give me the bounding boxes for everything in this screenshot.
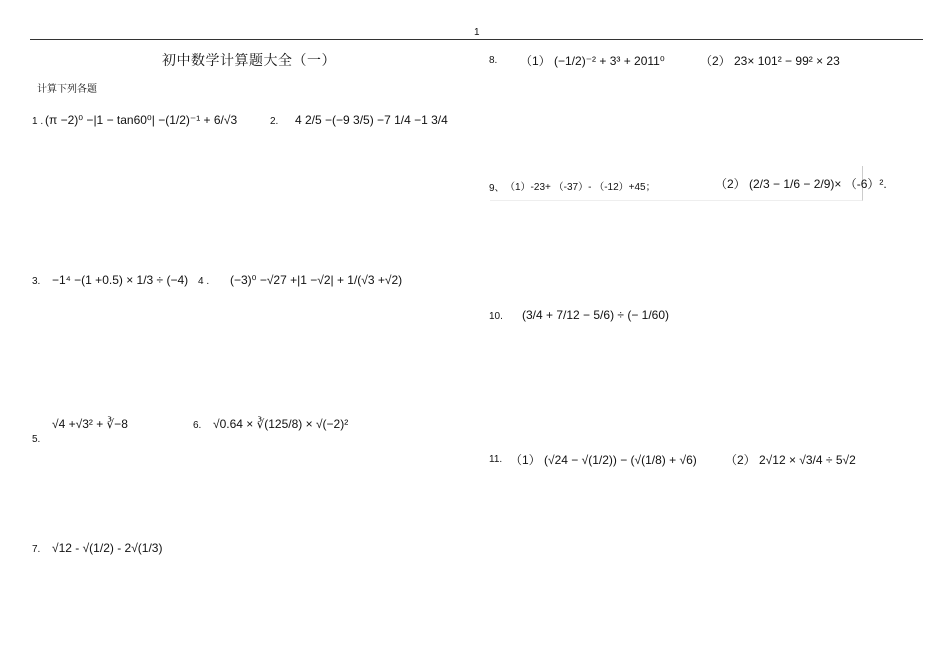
problem-number: 3. xyxy=(32,276,41,287)
problem-number: 6. xyxy=(193,420,202,431)
problem-expression: √0.64 × ∛(125/8) × √(−2)² xyxy=(213,417,349,431)
problem-part-2: （2） 2√12 × √3/4 ÷ 5√2 xyxy=(725,453,856,467)
problem-part-2: （2） 23× 101² − 99² × 23 xyxy=(700,54,840,68)
problem-expression: √12 - √(1/2) - 2√(1/3) xyxy=(52,541,163,555)
problem-number: 2. xyxy=(270,116,279,127)
problem-number: 4 . xyxy=(198,276,210,287)
problem-expression: (−3)⁰ −√27 +|1 −√2| + 1/(√3 +√2) xyxy=(230,273,403,287)
problem-expression: √4 +√3² + ∛−8 xyxy=(52,417,128,431)
header-rule xyxy=(30,39,923,40)
problem-part-1: （1） (−1/2)⁻² + 3³ + 2011⁰ xyxy=(520,54,665,68)
problem-part-1: （1）-23+ （-37）- （-12）+45； xyxy=(505,182,656,193)
problem-part-2: （2） (2/3 − 1/6 − 2/9)× （-6）². xyxy=(715,177,887,191)
problem-expression: (π −2)⁰ −|1 − tan60⁰| −(1/2)⁻¹ + 6/√3 xyxy=(45,113,238,127)
problem-number: 5. xyxy=(32,434,41,445)
problem-expression: 4 2/5 −(−9 3/5) −7 1/4 −1 3/4 xyxy=(295,113,448,127)
problem-number: 9、 xyxy=(489,183,505,194)
instruction-text: 计算下列各题 xyxy=(37,84,97,95)
problem-part-1: （1） (√24 − √(1/2)) − (√(1/8) + √6) xyxy=(510,453,697,467)
problem-number: 10. xyxy=(489,311,503,322)
problem-number: 1 . xyxy=(32,116,44,127)
page-number: 1 xyxy=(474,27,480,38)
problem-number: 7. xyxy=(32,544,41,555)
page-title: 初中数学计算题大全（一） xyxy=(162,53,336,69)
problem-number: 8. xyxy=(489,55,498,66)
problem-expression: −1⁴ −(1 +0.5) × 1/3 ÷ (−4) xyxy=(52,273,189,287)
problem-number: 11. xyxy=(489,454,503,465)
problem-expression: (3/4 + 7/12 − 5/6) ÷ (− 1/60) xyxy=(522,308,670,322)
